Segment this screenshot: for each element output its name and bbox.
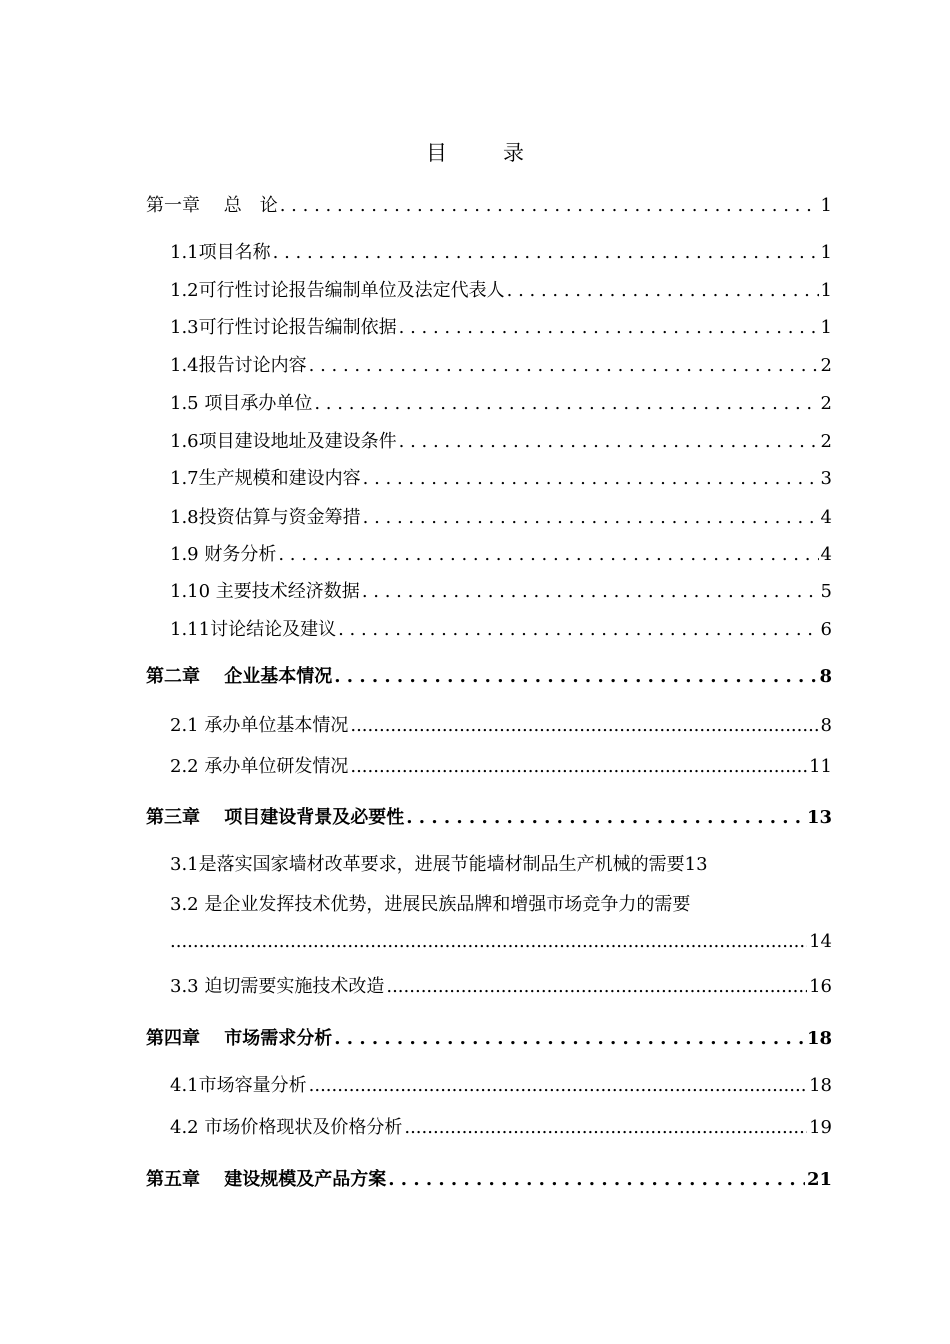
toc-entry-4-1[interactable] <box>170 1071 832 1097</box>
toc-entry-1-1[interactable] <box>170 238 832 264</box>
toc-title-right: 录 <box>503 141 524 165</box>
toc-entry-label: 3.3 迫切需要实施技术改造 <box>170 976 385 997</box>
toc-entry-3-2-label[interactable] <box>170 890 832 916</box>
toc-entry-page: 13 <box>684 854 708 875</box>
toc-entry-label: 4.1市场容量分析 <box>170 1075 307 1096</box>
toc-entry-label: 2.2 承办单位研发情况 <box>170 756 349 777</box>
toc-entry-page: 6 <box>820 619 832 640</box>
toc-entry-chapter-5[interactable] <box>146 1165 832 1191</box>
toc-entry-page: 5 <box>820 581 832 602</box>
toc-entry-label: 1.4报告讨论内容 <box>170 355 307 376</box>
dot-leader <box>399 317 819 338</box>
toc-entry-label: 3.1是落实国家墙材改革要求，进展节能墙材制品生产机械的需要 <box>170 854 685 875</box>
toc-entry-chapter-3[interactable] <box>146 803 832 829</box>
toc-entry-3-1[interactable] <box>170 850 832 876</box>
toc-entry-label: 1.8投资估算与资金筹措 <box>170 507 361 528</box>
dot-leader <box>363 468 819 489</box>
toc-entry-page: 14 <box>809 931 832 952</box>
toc-entry-label: 2.1 承办单位基本情况 <box>170 715 349 736</box>
dot-leader <box>350 756 807 777</box>
toc-entry-page: 1 <box>820 280 832 301</box>
dot-leader <box>350 715 818 736</box>
toc-entry-chapter-2[interactable] <box>146 662 832 688</box>
toc-entry-page: 1 <box>820 242 832 263</box>
toc-entry-1-9[interactable] <box>170 540 832 566</box>
dot-leader <box>170 931 807 952</box>
dot-leader <box>309 1075 807 1096</box>
toc-entry-label: 第一章 总 论 <box>146 195 278 216</box>
dot-leader <box>334 1028 805 1049</box>
toc-entry-page: 1 <box>820 195 832 216</box>
toc-title <box>0 137 950 167</box>
toc-entry-page: 1 <box>820 317 832 338</box>
dot-leader <box>404 1117 807 1138</box>
dot-leader <box>338 619 818 640</box>
toc-entry-page: 8 <box>819 666 832 687</box>
dot-leader <box>406 807 805 828</box>
toc-entry-label: 3.2 是企业发挥技术优势，进展民族品牌和增强市场竞争力的需要 <box>170 894 691 915</box>
dot-leader <box>280 195 819 216</box>
toc-entry-page: 19 <box>809 1117 832 1138</box>
toc-entry-label: 第二章 企业基本情况 <box>146 666 333 687</box>
toc-entry-2-2[interactable] <box>170 752 832 778</box>
toc-entry-page: 2 <box>820 355 832 376</box>
toc-entry-1-7[interactable] <box>170 464 832 490</box>
toc-entry-label: 1.10 主要技术经济数据 <box>170 581 360 602</box>
toc-entry-page: 4 <box>820 507 832 528</box>
toc-entry-1-8[interactable] <box>170 503 832 529</box>
toc-entry-1-3[interactable] <box>170 313 832 339</box>
dot-leader <box>273 242 819 263</box>
toc-entry-1-2[interactable] <box>170 276 832 302</box>
toc-entry-chapter-4[interactable] <box>146 1024 832 1050</box>
toc-entry-label: 第三章 项目建设背景及必要性 <box>146 807 405 828</box>
toc-entry-3-3[interactable] <box>170 972 832 998</box>
toc-entry-chapter-1[interactable] <box>146 191 832 217</box>
toc-entry-1-11[interactable] <box>170 615 832 641</box>
toc-entry-page: 3 <box>820 468 832 489</box>
toc-entry-label: 1.6项目建设地址及建设条件 <box>170 431 397 452</box>
dot-leader <box>309 355 819 376</box>
toc-entry-page: 13 <box>806 807 832 828</box>
toc-entry-page: 16 <box>809 976 832 997</box>
toc-entry-label: 1.9 财务分析 <box>170 544 277 565</box>
toc-entry-page: 18 <box>806 1028 832 1049</box>
toc-entry-label: 1.11讨论结论及建议 <box>170 619 337 640</box>
toc-entry-page: 21 <box>806 1169 832 1190</box>
toc-entry-label: 1.1项目名称 <box>170 242 271 263</box>
toc-title-left: 目 <box>426 141 447 165</box>
toc-entry-page: 2 <box>820 431 832 452</box>
toc-entry-label: 1.5 项目承办单位 <box>170 393 313 414</box>
toc-entry-page: 11 <box>809 756 832 777</box>
toc-entry-label: 1.7生产规模和建设内容 <box>170 468 361 489</box>
dot-leader <box>362 581 819 602</box>
toc-entry-1-10[interactable] <box>170 577 832 603</box>
toc-entry-1-4[interactable] <box>170 351 832 377</box>
dot-leader <box>386 976 807 997</box>
toc-entry-4-2[interactable] <box>170 1113 832 1139</box>
toc-entry-2-1[interactable] <box>170 711 832 737</box>
toc-entry-label: 4.2 市场价格现状及价格分析 <box>170 1117 403 1138</box>
dot-leader <box>399 431 819 452</box>
toc-entry-page: 2 <box>820 393 832 414</box>
toc-entry-1-6[interactable] <box>170 427 832 453</box>
toc-entry-page: 4 <box>820 544 832 565</box>
toc-entry-page: 8 <box>820 715 832 736</box>
toc-entry-label: 第五章 建设规模及产品方案 <box>146 1169 387 1190</box>
dot-leader <box>334 666 817 687</box>
toc-entry-label: 第四章 市场需求分析 <box>146 1028 333 1049</box>
toc-entry-1-5[interactable] <box>170 389 832 415</box>
toc-entry-page: 18 <box>809 1075 832 1096</box>
dot-leader <box>314 393 818 414</box>
toc-entry-3-2-leader[interactable] <box>170 931 832 952</box>
dot-leader <box>388 1169 805 1190</box>
dot-leader <box>507 280 819 301</box>
dot-leader <box>278 544 818 565</box>
toc-entry-label: 1.3可行性讨论报告编制依据 <box>170 317 397 338</box>
toc-entry-label: 1.2可行性讨论报告编制单位及法定代表人 <box>170 280 505 301</box>
dot-leader <box>363 507 819 528</box>
